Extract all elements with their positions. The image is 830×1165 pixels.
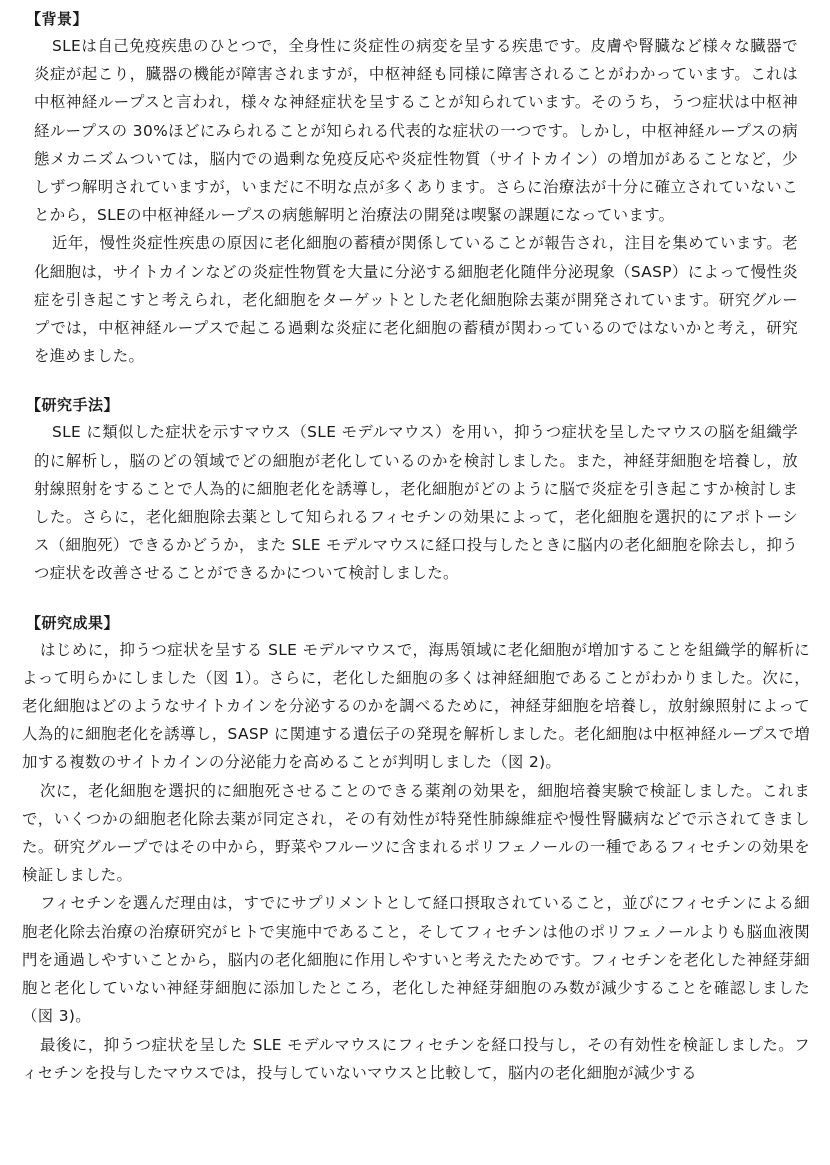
section-heading-background: 【背景】: [26, 10, 89, 28]
section-heading-method: 【研究手法】: [26, 396, 120, 415]
section-heading-results: 【研究成果】: [26, 613, 120, 632]
results-paragraph-2: 次に，老化細胞を選択的に細胞死させることのできる薬剤の効果を，細胞培養実験で検証しました。これまで，いくつかの細胞老化除去薬が同定され，その有効性が特発性肺線維症や慢性腎臓病などで示されてきました。研究グループではその中から，野菜やフルーツに含まれるポリフェノールの一種であるフィセチンの効果を検証しました。: [22, 781, 810, 885]
results-paragraph-4: 最後に，抑うつ症状を呈した SLE モデルマウスにフィセチンを経口投与し，その有効性を検証しました。フィセチンを投与したマウスでは，投与していないマウスと比較して，脳内の老化細胞が減少する: [22, 1035, 810, 1082]
section-background: [22, 6, 810, 370]
results-paragraph-1: はじめに，抑うつ症状を呈する SLE モデルマウスで，海馬領域に老化細胞が増加することを組織学的解析によって明らかにしました（図 1）。さらに，老化した細胞の多くは神経細胞であることがわかりました。次に，老化細胞はどのようなサイトカインを分泌するのかを調べるために，神経芽細胞を培養し，放射線照射によって人為的に細胞老化を誘導し，SASP に関連する遺伝子の発現を解析しました。老化細胞は中枢神経ループスで増加する複数のサイトカインの分泌能力を高めることが判明しました（図 2)。: [22, 640, 810, 772]
background-paragraph-2: 近年，慢性炎症性疾患の原因に老化細胞の蓄積が関係していることが報告され，注目を集めています。老化細胞は，サイトカインなどの炎症性物質を大量に分泌する細胞老化随伴分泌現象（SASP）によって慢性炎症を引き起こすと考えられ，老化細胞をターゲットとした老化細胞除去薬が開発されています。研究グループでは，中枢神経ループスで起こる過剰な炎症に老化細胞の蓄積が関わっているのではないかと考え，研究を進めました。: [34, 234, 798, 366]
section-spacer: [22, 588, 810, 610]
background-paragraph-1: SLEは自己免疫疾患のひとつで，全身性に炎症性の病変を呈する疾患です。皮膚や腎臓など様々な臓器で炎症が起こり，臓器の機能が障害されますが，中枢神経も同様に障害されることがわかっています。これは中枢神経ループスと言われ，様々な神経症状を呈することが知られています。そのうち，うつ症状は中枢神経ループスの 30%ほどにみられることが知られる代表的な症状の一つです。しかし，中枢神経ループスの病態メカニズムついては，脳内での過剰な免疫反応や炎症性物質（サイトカイン）の増加があることなど，少しずつ解明されていますが，いまだに不明な点が多くあります。さらに治療法が十分に確立されていないことから，SLEの中枢神経ループスの病態解明と治療法の開発は喫緊の課題になっています。: [34, 37, 798, 225]
method-paragraph-1: SLE に類似した症状を示すマウス（SLE モデルマウス）を用い，抑うつ症状を呈したマウスの脳を組織学的に解析し，脳のどの領域でどの細胞が老化しているのかを検討しました。また，神経芽細胞を培養し，放射線照射をすることで人為的に細胞老化を誘導し，老化細胞がどのように脳で炎症を引き起こすか検討しました。さらに，老化細胞除去薬として知られるフィセチンの効果によって，老化細胞を選択的にアポトーシス（細胞死）できるかどうか，また SLE モデルマウスに経口投与したときに脳内の老化細胞を除去し，抑うつ症状を改善させることができるかについて検討しました。: [34, 423, 798, 583]
section-method: [22, 392, 810, 587]
section-results: [22, 610, 810, 1087]
results-paragraph-3: フィセチンを選んだ理由は，すでにサプリメントとして経口摂取されていること，並びにフィセチンによる細胞老化除去治療の治療研究がヒトで実施中であること，そしてフィセチンは他のポリフェノールよりも脳血液関門を通過しやすいことから，脳内の老化細胞に作用しやすいと考えたためです。フィセチンを老化した神経芽細胞と老化していない神経芽細胞に添加したところ，老化した神経芽細胞のみ数が減少することを確認しました（図 3)。: [22, 894, 810, 1026]
section-spacer: [22, 370, 810, 392]
